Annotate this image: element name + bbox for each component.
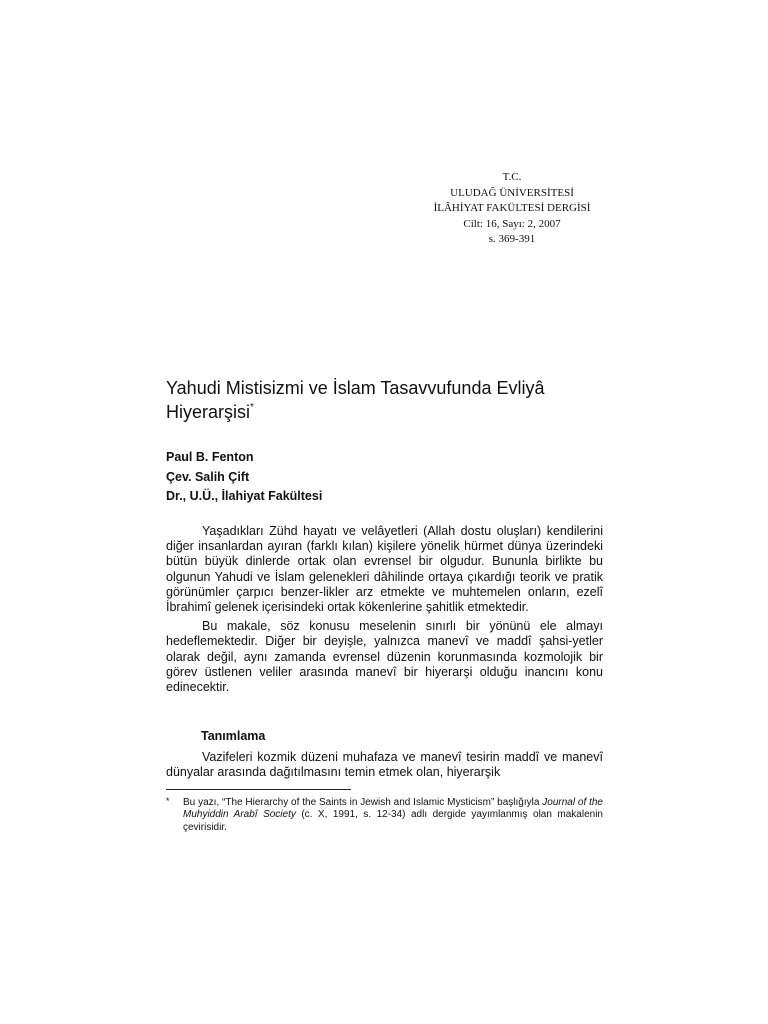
article-title-line1: Yahudi Mistisizmi ve İslam Tasavvufunda Evliyâ	[166, 378, 545, 398]
title-footnote-mark: *	[250, 402, 254, 413]
author-name: Paul B. Fenton	[166, 450, 254, 464]
footnote-text-before: Bu yazı, “The Hierarchy of the Saints in Jewish and Islamic Mysticism” başlığıyla	[183, 797, 543, 808]
journal-header-pages: s. 369-391	[488, 233, 536, 245]
journal-header	[420, 170, 604, 248]
section-body	[166, 750, 603, 780]
footnote-mark: *	[166, 796, 170, 806]
journal-header-country: T.C.	[502, 171, 522, 183]
article-title-line2: Hiyerarşisi	[166, 402, 251, 422]
body-paragraph-1: Yaşadıkları Zühd hayatı ve velâyetleri (Allah dostu oluşları) kendilerini diğer insanlardan ayıran (farklı kılan) kişilere yönelik hürmet dünya üzerindeki bütün büyük dinlerde ortak olan evrensel bir olgudur. Bununla birlikte bu olgunun Yahudi ve İslam gelenekleri dâhilinde ortaya çıkardığı teorik ve pratik görünümler çarpıcı benzer-likler arz etmekte ve muhtemelen onların, ezelî İbrahimî gelenek içerisindeki ortak kökenlerine şahitlik etmektedir.	[166, 524, 603, 615]
article-title	[166, 376, 606, 424]
footnote	[166, 797, 603, 834]
footnote-text-after: (c. X, 1991, s. 12-34) adlı dergide yayımlanmış olan makalenin çevirisidir.	[183, 809, 603, 833]
footnote-journal-name: Journal of the Muhyiddin Arabî Society	[183, 797, 603, 821]
journal-header-university: ULUDAĞ ÜNİVERSİTESİ	[450, 186, 574, 199]
journal-header-volume: Cilt: 16, Sayı: 2, 2007	[463, 217, 561, 230]
body-paragraph-2: Bu makale, söz konusu meselenin sınırlı bir yönünü ele almayı hedeflemektedir. Diğer bir deyişle, yalnızca manevî ve maddî şahsi-yetler olarak değil, aynı zamanda evrensel düzenin korunmasında kozmolojik bir görev üstlenen veliler arasında manevî bir hiyerarşi olduğu inancını konu edinecektir.	[166, 619, 603, 695]
section-heading: Tanımlama	[201, 729, 266, 743]
author-block	[166, 448, 322, 507]
journal-header-journal: İLÂHİYAT FAKÜLTESİ DERGİSİ	[433, 202, 591, 214]
translator-affiliation: Dr., U.Ü., İlahiyat Fakültesi	[166, 489, 323, 503]
translator-name: Çev. Salih Çift	[166, 469, 250, 484]
footnote-text	[183, 797, 603, 834]
footnote-divider	[166, 789, 351, 790]
abstract-body	[166, 524, 603, 699]
body-paragraph-3: Vazifeleri kozmik düzeni muhafaza ve manevî tesirin maddî ve manevî dünyalar arasında dağıtılmasını temin etmek olan, hiyerarşik	[166, 750, 603, 780]
